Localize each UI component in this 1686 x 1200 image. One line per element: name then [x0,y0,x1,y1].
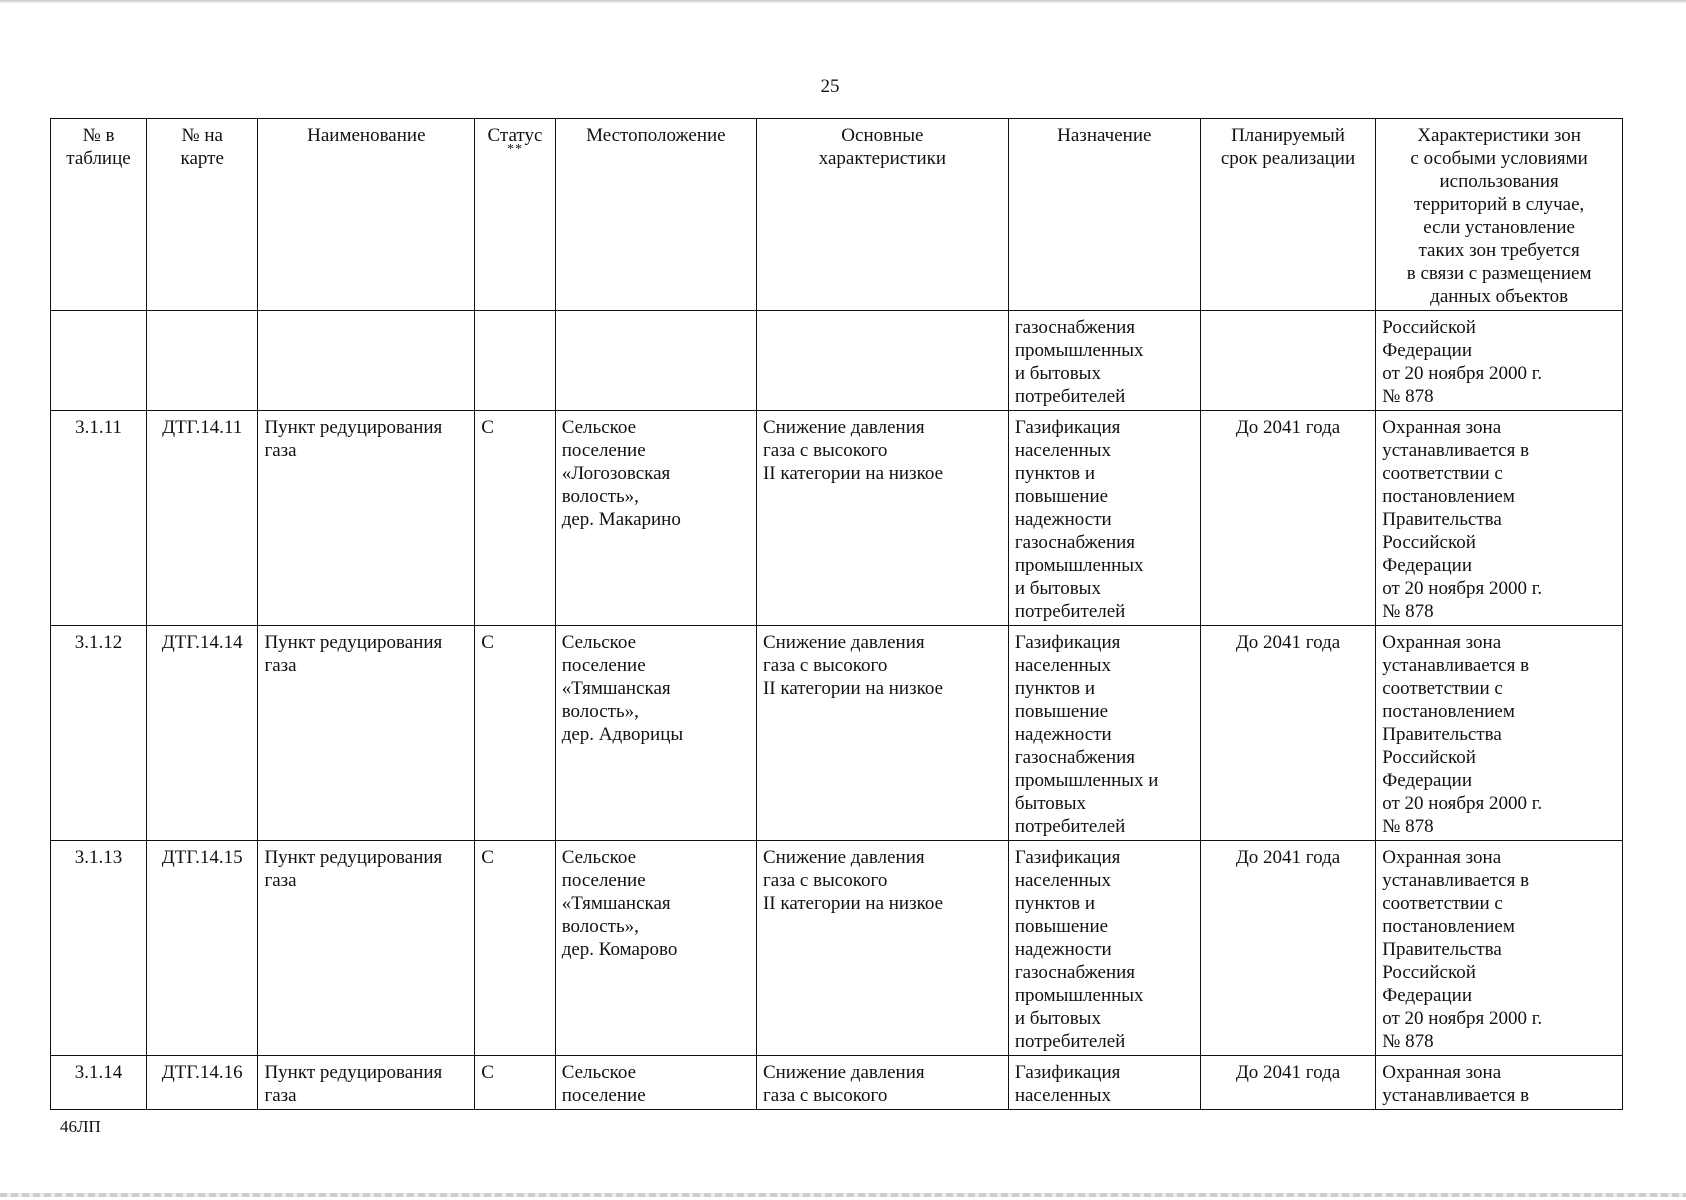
cell-num-in-table: 3.1.13 [51,841,147,1056]
cell-num-in-table: 3.1.11 [51,411,147,626]
cell-name: Пункт редуцирования газа [258,411,475,626]
cell-num-on-map [146,311,257,411]
cell-status: С [475,626,556,841]
cell-num-in-table [51,311,147,411]
cell-main-characteristics: Снижение давления газа с высокого II категории на низкое [756,626,1008,841]
table-row [51,1056,1623,1110]
header-location: Местоположение [555,119,756,311]
header-status: Статус ** [475,119,556,311]
cell-location [555,311,756,411]
cell-num-on-map: ДТГ.14.16 [146,1056,257,1110]
cell-status: С [475,411,556,626]
cell-status: С [475,1056,556,1110]
scan-edge-top [0,0,1686,3]
cell-zone-characteristics: Охранная зона устанавливается в [1376,1056,1623,1110]
header-zone-characteristics: Характеристики зон с особыми условиями использования территорий в случае, если установление таких зон требуется в связи с размещением данных объектов [1376,119,1623,311]
cell-planned-term: До 2041 года [1200,626,1375,841]
header-num-on-map: № на карте [146,119,257,311]
table-header-row [51,119,1623,311]
cell-main-characteristics: Снижение давления газа с высокого [756,1056,1008,1110]
objects-table [50,118,1623,1110]
cell-num-in-table: 3.1.14 [51,1056,147,1110]
cell-location: Сельское поселение [555,1056,756,1110]
cell-planned-term: До 2041 года [1200,841,1375,1056]
cell-status: С [475,841,556,1056]
cell-planned-term: До 2041 года [1200,1056,1375,1110]
header-planned-term: Планируемый срок реализации [1200,119,1375,311]
cell-purpose: Газификация населенных пунктов и повышение надежности газоснабжения промышленных и бытовых потребителей [1008,626,1200,841]
header-main-characteristics: Основные характеристики [756,119,1008,311]
cell-location: Сельское поселение «Тямшанская волость», дер. Комарово [555,841,756,1056]
table-row-continuation [51,311,1623,411]
cell-main-characteristics: Снижение давления газа с высокого II категории на низкое [756,841,1008,1056]
cell-status [475,311,556,411]
cell-name: Пункт редуцирования газа [258,841,475,1056]
cell-location: Сельское поселение «Тямшанская волость», дер. Адворицы [555,626,756,841]
page-number: 25 [820,76,840,97]
header-purpose: Назначение [1008,119,1200,311]
table-row [51,411,1623,626]
cell-main-characteristics: Снижение давления газа с высокого II категории на низкое [756,411,1008,626]
cell-purpose: газоснабжения промышленных и бытовых потребителей [1008,311,1200,411]
table-row [51,841,1623,1056]
header-status-footnote-mark: ** [506,142,523,157]
cell-name: Пункт редуцирования газа [258,626,475,841]
cell-location: Сельское поселение «Логозовская волость», дер. Макарино [555,411,756,626]
cell-zone-characteristics: Охранная зона устанавливается в соответствии с постановлением Правительства Российской Федерации от 20 ноября 2000 г. № 878 [1376,411,1623,626]
table-row [51,626,1623,841]
document-code: 46ЛП [60,1117,101,1136]
cell-purpose: Газификация населенных [1008,1056,1200,1110]
cell-purpose: Газификация населенных пунктов и повышение надежности газоснабжения промышленных и бытовых потребителей [1008,411,1200,626]
header-num-in-table: № в таблице [51,119,147,311]
header-name: Наименование [258,119,475,311]
cell-num-on-map: ДТГ.14.15 [146,841,257,1056]
cell-name: Пункт редуцирования газа [258,1056,475,1110]
cell-purpose: Газификация населенных пунктов и повышение надежности газоснабжения промышленных и бытовых потребителей [1008,841,1200,1056]
cell-planned-term [1200,311,1375,411]
cell-planned-term: До 2041 года [1200,411,1375,626]
cell-main-characteristics [756,311,1008,411]
cell-num-in-table: 3.1.12 [51,626,147,841]
cell-zone-characteristics: Охранная зона устанавливается в соответствии с постановлением Правительства Российской Федерации от 20 ноября 2000 г. № 878 [1376,841,1623,1056]
cell-num-on-map: ДТГ.14.14 [146,626,257,841]
cell-num-on-map: ДТГ.14.11 [146,411,257,626]
cell-name [258,311,475,411]
cell-zone-characteristics: Российской Федерации от 20 ноября 2000 г. № 878 [1376,311,1623,411]
scan-edge-bottom [0,1193,1686,1197]
cell-zone-characteristics: Охранная зона устанавливается в соответствии с постановлением Правительства Российской Федерации от 20 ноября 2000 г. № 878 [1376,626,1623,841]
